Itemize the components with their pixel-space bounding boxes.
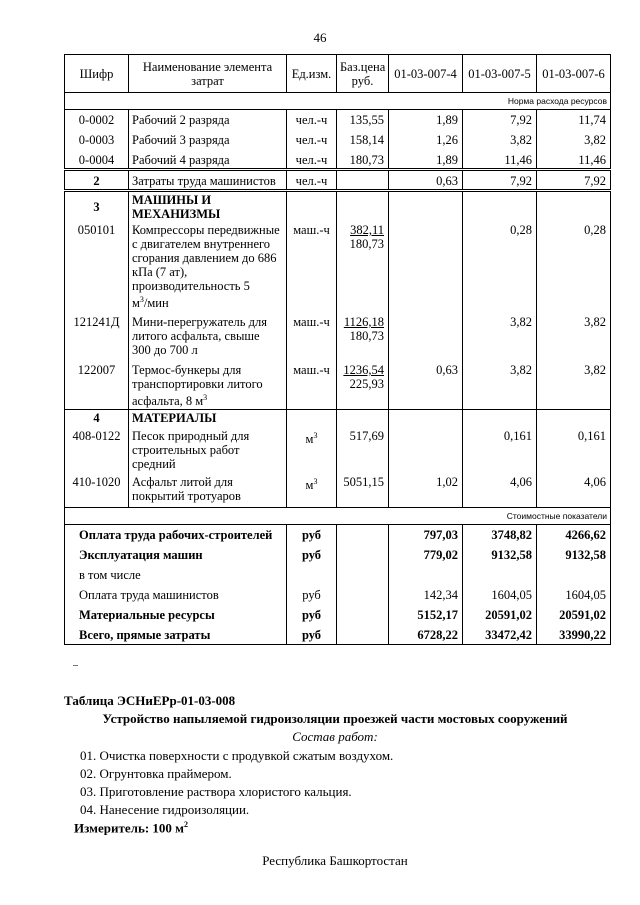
name-cell: Асфальт литой для покрытий тротуаров [129, 474, 287, 508]
table-row [65, 362, 611, 410]
value-cell: 7,92 [537, 170, 611, 191]
value-cell [389, 222, 463, 314]
resource-table [64, 54, 611, 645]
value-cell [389, 428, 463, 474]
code-cell: 050101 [65, 222, 129, 314]
price-cell [337, 565, 389, 585]
value-cell: 0,161 [537, 428, 611, 474]
name-cell: Компрессоры передвижные с двигателем внутреннего сгорания давлением до 686 кПа (7 ат), производительность 5 $м^3$/мин [129, 222, 287, 314]
price-cell: 158,14 [337, 130, 389, 150]
value-cell: 0,28 [537, 222, 611, 314]
value-cell: 0,161 [463, 428, 537, 474]
unit-cell: руб [287, 625, 337, 645]
table-row [65, 170, 611, 191]
price-secondary: 225,93 [349, 377, 384, 391]
price-cell: 5051,15 [337, 474, 389, 508]
table-cell [463, 410, 537, 428]
work-steps [80, 747, 393, 819]
value-cell: 0,63 [389, 362, 463, 410]
code-cell: 0-0002 [65, 110, 129, 130]
margin-mark [73, 665, 78, 666]
value-cell: 3748,82 [463, 525, 537, 545]
value-cell: 1,89 [389, 110, 463, 130]
value-cell: 0,63 [389, 170, 463, 191]
value-cell: 0,28 [463, 222, 537, 314]
unit-cell [287, 565, 337, 585]
name-cell: Рабочий 2 разряда [129, 110, 287, 130]
name-cell: Рабочий 4 разряда [129, 150, 287, 170]
table-row [65, 474, 611, 508]
unit-cell: $м^3$ [287, 474, 337, 508]
value-cell: 1604,05 [537, 585, 611, 605]
unit-cell: руб [287, 605, 337, 625]
work-step: 04. Нанесение гидроизоляции. [80, 802, 250, 817]
table-cell [287, 410, 337, 428]
table-row [65, 314, 611, 362]
header-c1: 01-03-007-4 [389, 55, 463, 93]
table-row [65, 585, 611, 605]
value-cell [537, 565, 611, 585]
price-value: 382,11 [350, 223, 384, 237]
page-number: 46 [313, 30, 327, 45]
table-cell [537, 410, 611, 428]
header-code: Шифр [65, 55, 129, 93]
value-cell: 1,89 [389, 150, 463, 170]
unit-cell: руб [287, 585, 337, 605]
name-cell: Затраты труда машинистов [129, 170, 287, 191]
price-cell [337, 222, 389, 314]
table-title: Таблица ЭСНиЕРр-01-03-008 [64, 693, 236, 708]
value-cell: 9132,58 [463, 545, 537, 565]
work-step: 02. Огрунтовка праймером. [80, 766, 232, 781]
value-cell: 11,46 [537, 150, 611, 170]
summary-label: Материальные ресурсы [65, 605, 287, 625]
summary-label: Эксплуатация машин [65, 545, 287, 565]
unit-cell: руб [287, 545, 337, 565]
header-unit: Ед.изм. [287, 55, 337, 93]
code-cell: 0-0004 [65, 150, 129, 170]
table-cell [389, 410, 463, 428]
value-cell: 1604,05 [463, 585, 537, 605]
summary-label: в том числе [65, 565, 287, 585]
value-cell [389, 565, 463, 585]
header-price: Баз.цена руб. [337, 55, 389, 93]
table-cell [389, 191, 463, 223]
section-title: МАШИНЫ И МЕХАНИЗМЫ [129, 191, 287, 223]
summary-label: Оплата труда машинистов [65, 585, 287, 605]
value-cell: 7,92 [463, 110, 537, 130]
price-cell [337, 605, 389, 625]
table-row [65, 130, 611, 150]
code-cell: 408-0122 [65, 428, 129, 474]
value-cell: 33990,22 [537, 625, 611, 645]
name-cell: Мини-перегружатель для литого асфальта, свыше 300 до 700 л [129, 314, 287, 362]
value-cell: 3,82 [463, 130, 537, 150]
work-step: 01. Очистка поверхности с продувкой сжатым воздухом. [80, 748, 394, 763]
value-cell: 20591,02 [537, 605, 611, 625]
price-cell [337, 525, 389, 545]
section-title: МАТЕРИАЛЫ [129, 410, 287, 428]
code-cell: 3 [65, 191, 129, 223]
norm-label: Норма расхода ресурсов [65, 93, 611, 110]
code-cell: 410-1020 [65, 474, 129, 508]
summary-label: Всего, прямые затраты [65, 625, 287, 645]
table-row [65, 428, 611, 474]
table-subtitle: Устройство напыляемой гидроизоляции проезжей части мостовых сооружений [102, 711, 568, 726]
price-cell [337, 585, 389, 605]
value-cell: 797,03 [389, 525, 463, 545]
value-cell: 20591,02 [463, 605, 537, 625]
header-name: Наименование элемента затрат [129, 55, 287, 93]
value-cell: 3,82 [463, 314, 537, 362]
price-value: 1236,54 [343, 363, 384, 377]
table-row [65, 508, 611, 525]
price-value: 1126,18 [343, 315, 384, 329]
code-cell: 2 [65, 170, 129, 191]
table-row [65, 525, 611, 545]
price-cell [337, 362, 389, 410]
code-cell: 0-0003 [65, 130, 129, 150]
table-row [65, 110, 611, 130]
cost-label: Стоимостные показатели [65, 508, 611, 525]
table-row [65, 191, 611, 223]
table-row [65, 222, 611, 314]
unit-cell: руб [287, 525, 337, 545]
value-cell: 3,82 [463, 362, 537, 410]
table-cell [537, 191, 611, 223]
code-cell: 122007 [65, 362, 129, 410]
value-cell: 4,06 [537, 474, 611, 508]
summary-label: Оплата труда рабочих-строителей [65, 525, 287, 545]
table-row [65, 565, 611, 585]
price-cell: 517,69 [337, 428, 389, 474]
unit-cell: маш.-ч [287, 314, 337, 362]
value-cell: 6728,22 [389, 625, 463, 645]
name-cell: Термос-бункеры для транспортировки литого асфальта, 8 $м^3$ [129, 362, 287, 410]
table-row [65, 410, 611, 428]
footer-region: Республика Башкортостан [262, 853, 408, 868]
unit-cell: маш.-ч [287, 222, 337, 314]
price-secondary: 180,73 [349, 237, 384, 251]
table-row [65, 545, 611, 565]
value-cell: 7,92 [463, 170, 537, 191]
price-secondary: 180,73 [349, 329, 384, 343]
value-cell: 779,02 [389, 545, 463, 565]
value-cell: 11,46 [463, 150, 537, 170]
unit-cell: чел.-ч [287, 130, 337, 150]
table-cell [287, 191, 337, 223]
value-cell: 3,82 [537, 362, 611, 410]
measure-unit: Измеритель: 100 $м^2$ [74, 820, 189, 836]
code-cell: 4 [65, 410, 129, 428]
value-cell: 33472,42 [463, 625, 537, 645]
unit-cell: чел.-ч [287, 150, 337, 170]
name-cell: Песок природный для строительных работ средний [129, 428, 287, 474]
work-composition-label: Состав работ: [292, 729, 378, 744]
table-row [65, 605, 611, 625]
value-cell: 4,06 [463, 474, 537, 508]
price-cell [337, 314, 389, 362]
price-cell: 135,55 [337, 110, 389, 130]
value-cell: 9132,58 [537, 545, 611, 565]
unit-cell: чел.-ч [287, 110, 337, 130]
table-cell [337, 191, 389, 223]
unit-cell: чел.-ч [287, 170, 337, 191]
unit-cell: маш.-ч [287, 362, 337, 410]
price-cell [337, 545, 389, 565]
work-step: 03. Приготовление раствора хлористого кальция. [80, 784, 352, 799]
header-c2: 01-03-007-5 [463, 55, 537, 93]
value-cell [463, 565, 537, 585]
name-cell: Рабочий 3 разряда [129, 130, 287, 150]
table-cell [463, 191, 537, 223]
value-cell: 11,74 [537, 110, 611, 130]
header-c3: 01-03-007-6 [537, 55, 611, 93]
value-cell: 1,26 [389, 130, 463, 150]
unit-cell: $м^3$ [287, 428, 337, 474]
value-cell [389, 314, 463, 362]
value-cell: 4266,62 [537, 525, 611, 545]
table-row [65, 150, 611, 170]
value-cell: 5152,17 [389, 605, 463, 625]
value-cell: 3,82 [537, 314, 611, 362]
value-cell: 3,82 [537, 130, 611, 150]
price-cell: 180,73 [337, 150, 389, 170]
value-cell: 1,02 [389, 474, 463, 508]
code-cell: 121241Д [65, 314, 129, 362]
price-cell [337, 170, 389, 191]
value-cell: 142,34 [389, 585, 463, 605]
price-cell [337, 625, 389, 645]
table-cell [337, 410, 389, 428]
table-row [65, 625, 611, 645]
